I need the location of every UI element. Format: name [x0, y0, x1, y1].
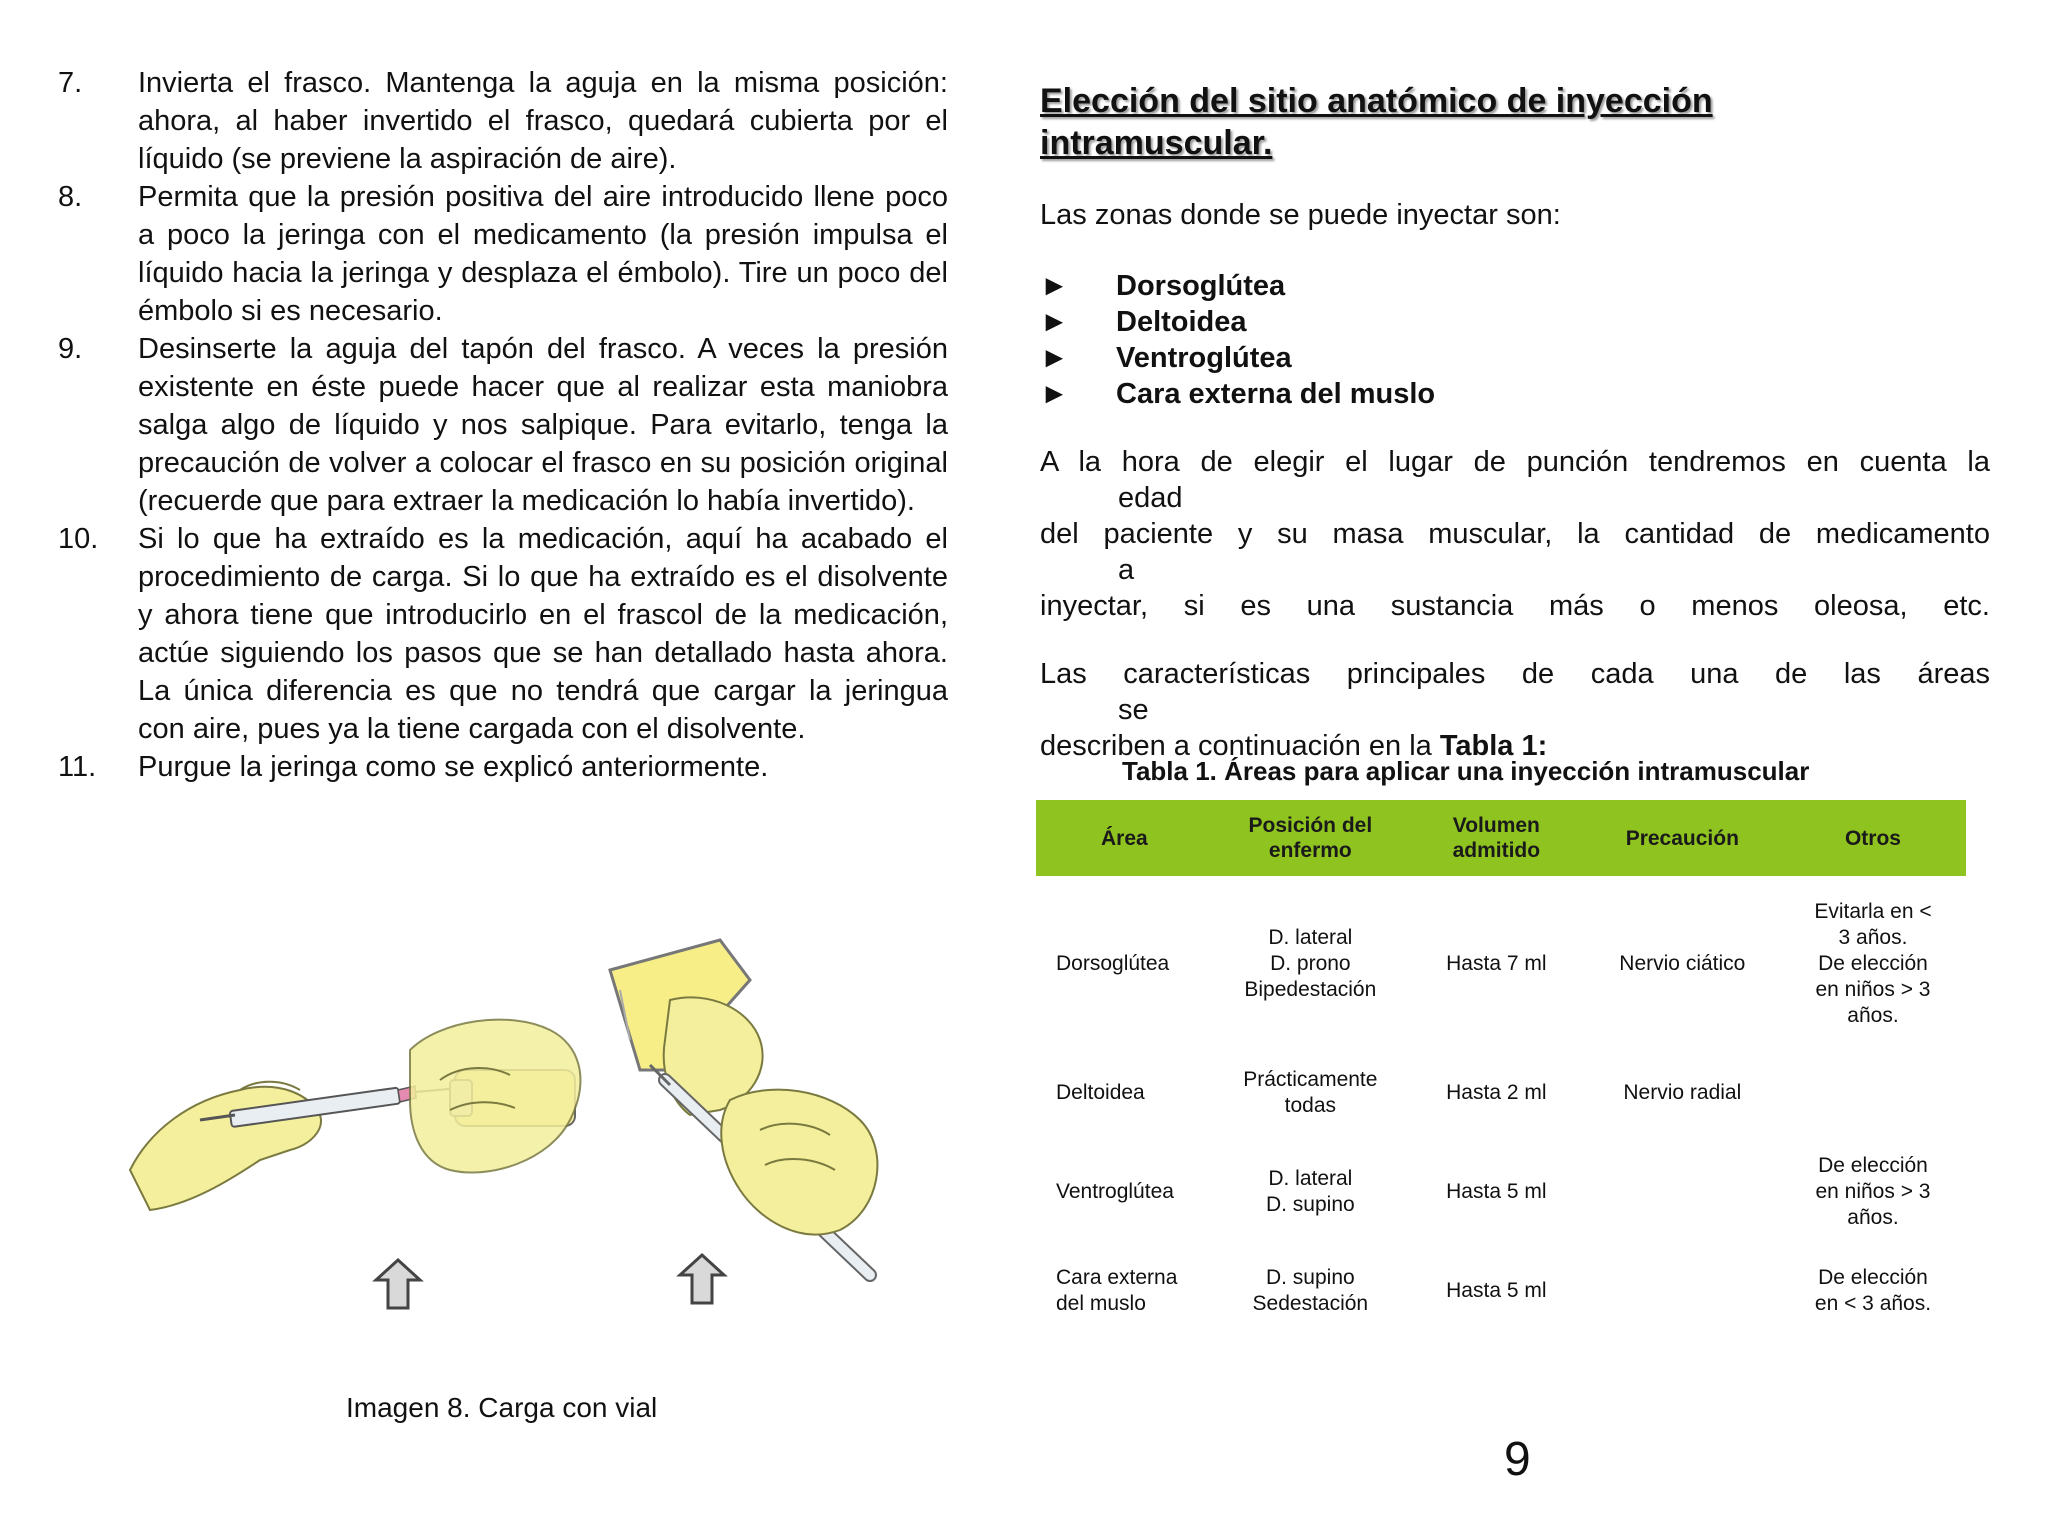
column-header-precaution: Precaución	[1585, 800, 1780, 876]
table-cell: Hasta 7 ml	[1446, 952, 1547, 975]
table-cell: De elección en < 3 años.	[1814, 1266, 1932, 1315]
paragraph-text: describen a continuación en la	[1040, 730, 1440, 762]
table-cell: Hasta 2 ml	[1446, 1081, 1547, 1104]
table-cell: Deltoidea	[1056, 1081, 1145, 1104]
step-number: 10.	[58, 523, 99, 555]
zone-item	[1040, 376, 1435, 412]
step-item	[58, 748, 948, 786]
step-text: Invierta el frasco. Mantenga la aguja en la misma posición: ahora, al haber invertido el frasco, quedará cubierta por el líquido (se previene la aspiración de aire).	[138, 67, 948, 175]
column-header-area: Área	[1036, 800, 1213, 876]
inverted-vial-scene	[610, 940, 877, 1275]
bullet-arrow-icon: ►	[1040, 378, 1069, 410]
step-number: 9.	[58, 333, 83, 365]
step-item	[58, 520, 948, 748]
paragraph-line: inyectar, si es una sustancia más o menos oleosa, etc.	[1040, 590, 1990, 622]
step-text: Permita que la presión positiva del aire introducido llene poco a poco la jeringa con el medicamento (la presión impulsa el líquido hacia la jeringa y desplaza el émbolo). Tire un poco del émbolo si es necesario.	[138, 181, 948, 327]
step-item	[58, 178, 948, 330]
step-number: 11.	[58, 751, 97, 783]
section-title: Elección del sitio anatómico de inyección intramuscular.	[1040, 82, 1713, 162]
table-cell: D. lateral D. supino	[1265, 1167, 1355, 1216]
table-title: Tabla 1. Áreas para aplicar una inyección intramuscular	[1122, 756, 1810, 786]
table-cell: Evitarla en < 3 años. De elección en niños > 3 años.	[1814, 900, 1932, 1027]
table-header-row	[1036, 800, 1966, 876]
step-text: Purgue la jeringa como se explicó anteriormente.	[138, 751, 769, 783]
table-row	[1036, 1052, 1966, 1134]
injection-areas-table	[1036, 800, 1966, 1332]
zone-label: Cara externa del muslo	[1116, 378, 1436, 410]
procedure-steps	[58, 64, 948, 786]
horizontal-syringe-scene	[130, 1020, 580, 1210]
vial-loading-illustration	[110, 930, 970, 1330]
zone-label: Dorsoglútea	[1116, 270, 1286, 302]
table-cell: Hasta 5 ml	[1446, 1279, 1547, 1302]
table-cell: Dorsoglútea	[1056, 952, 1170, 975]
column-header-other: Otros	[1780, 800, 1966, 876]
bullet-arrow-icon: ►	[1040, 306, 1069, 338]
table-row	[1036, 876, 1966, 1052]
table-cell: Hasta 5 ml	[1446, 1180, 1547, 1203]
table-cell	[1780, 1052, 1966, 1134]
up-arrow-icon	[376, 1260, 420, 1308]
table-reference: Tabla 1:	[1439, 730, 1548, 762]
table-cell: Nervio radial	[1623, 1081, 1742, 1104]
zone-item	[1040, 268, 1435, 304]
zone-label: Deltoidea	[1116, 306, 1247, 338]
table-cell: D. lateral D. prono Bipedestación	[1244, 926, 1377, 1001]
table-cell: Ventroglútea	[1056, 1180, 1174, 1203]
paragraph-line: A la hora de elegir el lugar de punción tendremos en cuenta la	[1040, 446, 1990, 478]
table-row	[1036, 1134, 1966, 1250]
column-header-volume: Volumen admitido	[1408, 800, 1585, 876]
paragraph-line: a	[1118, 554, 1135, 586]
table-cell	[1585, 1250, 1780, 1332]
paragraph-line: del paciente y su masa muscular, la cantidad de medicamento	[1040, 518, 1990, 550]
zone-item	[1040, 340, 1435, 376]
zone-label: Ventroglútea	[1116, 342, 1292, 374]
bullet-arrow-icon: ►	[1040, 342, 1069, 374]
paragraph-line: edad	[1118, 482, 1183, 514]
paragraph-line: se	[1118, 694, 1149, 726]
intro-text: Las zonas donde se puede inyectar son:	[1040, 199, 1561, 231]
step-item	[58, 330, 948, 520]
page-number: 9	[1504, 1433, 1531, 1486]
step-number: 7.	[58, 67, 83, 99]
column-header-position: Posición del enfermo	[1213, 800, 1408, 876]
table-cell: De elección en niños > 3 años.	[1815, 1154, 1931, 1229]
injection-zones-list	[1040, 268, 1435, 412]
image-caption: Imagen 8. Carga con vial	[346, 1392, 658, 1423]
step-text: Desinserte la aguja del tapón del frasco. A veces la presión existente en éste puede hacer que al realizar esta maniobra salga algo de líquido y nos salpique. Para evitarlo, tenga la precaución de volver a colocar el frasco en su posición original (recuerde que para extraer la medicación lo había invertido).	[138, 333, 948, 517]
table-row	[1036, 1250, 1966, 1332]
table-cell: Nervio ciático	[1619, 952, 1746, 975]
zone-item	[1040, 304, 1435, 340]
table-reference-paragraph	[1040, 656, 1990, 764]
table-cell: D. supino Sedestación	[1252, 1266, 1369, 1315]
step-text: Si lo que ha extraído es la medicación, aquí ha acabado el procedimiento de carga. Si lo que ha extraído es el disolvente y ahora tiene que introducirlo en el frascol de la medicación, actúe siguiendo los pasos que se han detallado hasta ahora. La única diferencia es que no tendrá que cargar la jeringua con aire, pues ya la tiene cargada con el disolvente.	[138, 523, 948, 745]
bullet-arrow-icon: ►	[1040, 270, 1069, 302]
selection-criteria-paragraph	[1040, 444, 1990, 624]
paragraph-line: Las características principales de cada una de las áreas	[1040, 658, 1990, 690]
table-cell: Prácticamente todas	[1243, 1068, 1378, 1117]
up-arrow-icon	[680, 1255, 724, 1303]
table-cell: Cara externa del muslo	[1056, 1266, 1178, 1315]
step-item	[58, 64, 948, 178]
step-number: 8.	[58, 181, 83, 213]
table-cell	[1585, 1134, 1780, 1250]
